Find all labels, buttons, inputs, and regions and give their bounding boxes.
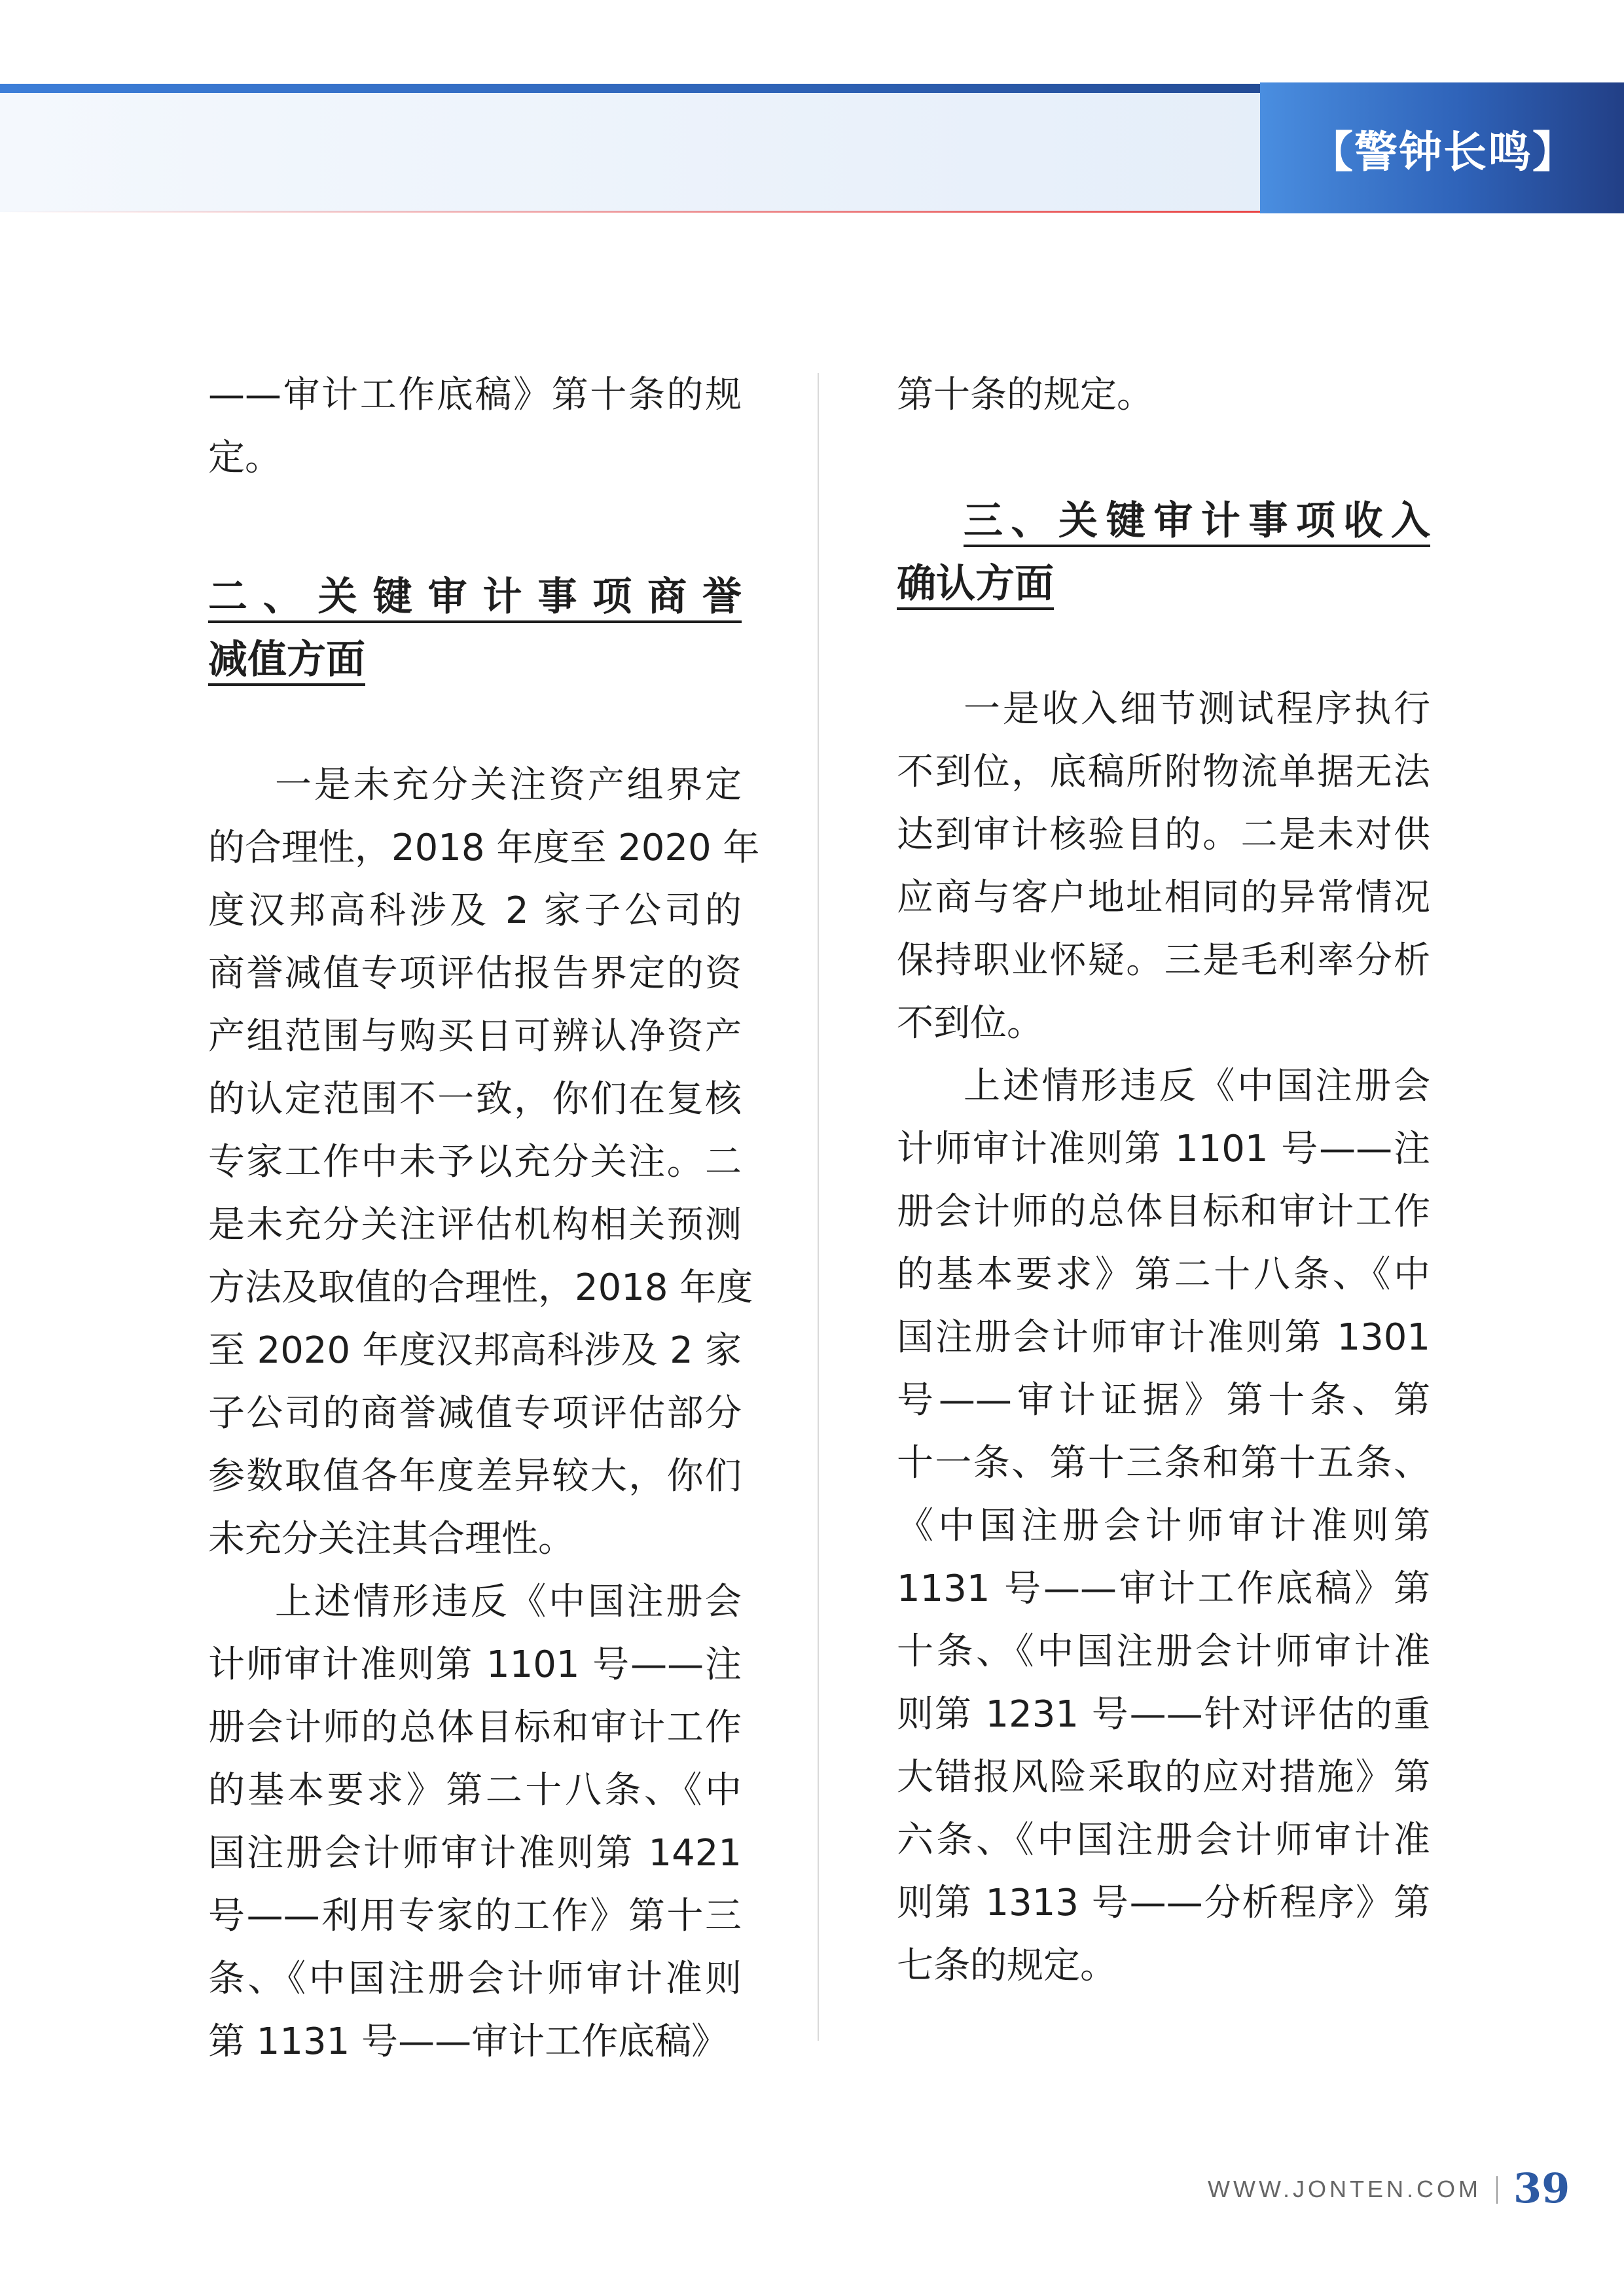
footer-website: WWW.JONTEN.COM	[1208, 2176, 1481, 2202]
paragraph-line: 十条、《中国注册会计师审计准	[897, 1630, 1430, 1673]
paragraph-line: 的基本要求》第二十八条、《中	[897, 1253, 1430, 1296]
paragraph-line: 号——审计证据》第十条、第	[897, 1379, 1430, 1422]
paragraph-line: 号——利用专家的工作》第十三	[208, 1895, 742, 1937]
paragraph-line: 七条的规定。	[897, 1945, 1117, 1987]
header-band	[0, 93, 1260, 212]
text-line: 第十条的规定。	[897, 374, 1153, 416]
paragraph-line: 保持职业怀疑。三是毛利率分析	[897, 939, 1430, 982]
paragraph-line: 六条、《中国注册会计师审计准	[897, 1819, 1430, 1861]
page-number: 39	[1513, 2164, 1570, 2212]
paragraph-line: 的认定范围不一致，你们在复核	[208, 1078, 742, 1121]
section-heading: 减值方面	[208, 637, 365, 683]
section-heading: 二、关键审计事项商誉	[208, 574, 742, 620]
paragraph-line: 计师审计准则第 1101 号——注	[208, 1643, 742, 1686]
paragraph-line: 商誉减值专项评估报告界定的资	[208, 952, 742, 995]
paragraph-line: 第 1131 号——审计工作底稿》	[208, 2020, 729, 2063]
section-heading: 三、关键审计事项收入	[964, 498, 1430, 544]
paragraph-line: 则第 1313 号——分析程序》第	[897, 1882, 1430, 1924]
paragraph-line: 1131 号——审计工作底稿》第	[897, 1568, 1430, 1610]
paragraph-line: 上述情形违反《中国注册会	[275, 1581, 742, 1623]
right-column	[897, 364, 1430, 1998]
paragraph-line: 参数取值各年度差异较大，你们	[208, 1455, 742, 1498]
text-line: 定。	[208, 437, 281, 479]
text-line: ——审计工作底稿》第十条的规	[208, 374, 742, 416]
section-tab	[1260, 82, 1624, 213]
section-label: 【警钟长鸣】	[1310, 126, 1577, 177]
column-divider	[818, 373, 819, 2041]
left-column	[208, 364, 760, 2073]
paragraph-line: 应商与客户地址相同的异常情况	[897, 876, 1430, 919]
paragraph-line: 产组范围与购买日可辨认净资产	[208, 1015, 742, 1058]
paragraph-line: 国注册会计师审计准则第 1421	[208, 1832, 742, 1874]
header-top-bar	[0, 84, 1260, 93]
paragraph-line: 册会计师的总体目标和审计工作	[208, 1706, 742, 1749]
paragraph-line: 一是收入细节测试程序执行	[964, 688, 1430, 730]
paragraph-line: 是未充分关注评估机构相关预测	[208, 1204, 742, 1246]
footer-separator	[1496, 2176, 1498, 2204]
paragraph-line: 的合理性，2018 年度至 2020 年	[208, 827, 760, 869]
paragraph-line: 专家工作中未予以充分关注。二	[208, 1141, 742, 1183]
paragraph-line: 子公司的商誉减值专项评估部分	[208, 1392, 742, 1435]
paragraph-line: 计师审计准则第 1101 号——注	[897, 1128, 1430, 1170]
paragraph-line: 上述情形违反《中国注册会	[964, 1065, 1430, 1107]
paragraph-line: 达到审计核验目的。二是未对供	[897, 814, 1430, 856]
paragraph-line: 不到位，底稿所附物流单据无法	[897, 751, 1430, 793]
section-heading: 确认方面	[897, 561, 1054, 607]
paragraph-line: 一是未充分关注资产组界定	[275, 764, 742, 806]
header-accent-line	[0, 211, 1260, 213]
paragraph-line: 不到位。	[897, 1002, 1043, 1045]
paragraph-line: 方法及取值的合理性，2018 年度	[208, 1266, 753, 1309]
paragraph-line: 《中国注册会计师审计准则第	[897, 1505, 1430, 1547]
paragraph-line: 未充分关注其合理性。	[208, 1518, 575, 1560]
paragraph-line: 条、《中国注册会计师审计准则	[208, 1958, 742, 2000]
paragraph-line: 国注册会计师审计准则第 1301	[897, 1316, 1430, 1359]
paragraph-line: 大错报风险采取的应对措施》第	[897, 1756, 1430, 1799]
paragraph-line: 度汉邦高科涉及 2 家子公司的	[208, 889, 742, 932]
paragraph-line: 则第 1231 号——针对评估的重	[897, 1693, 1430, 1736]
paragraph-line: 十一条、第十三条和第十五条、	[897, 1442, 1430, 1484]
paragraph-line: 的基本要求》第二十八条、《中	[208, 1769, 742, 1812]
paragraph-line: 至 2020 年度汉邦高科涉及 2 家	[208, 1329, 742, 1372]
paragraph-line: 册会计师的总体目标和审计工作	[897, 1191, 1430, 1233]
